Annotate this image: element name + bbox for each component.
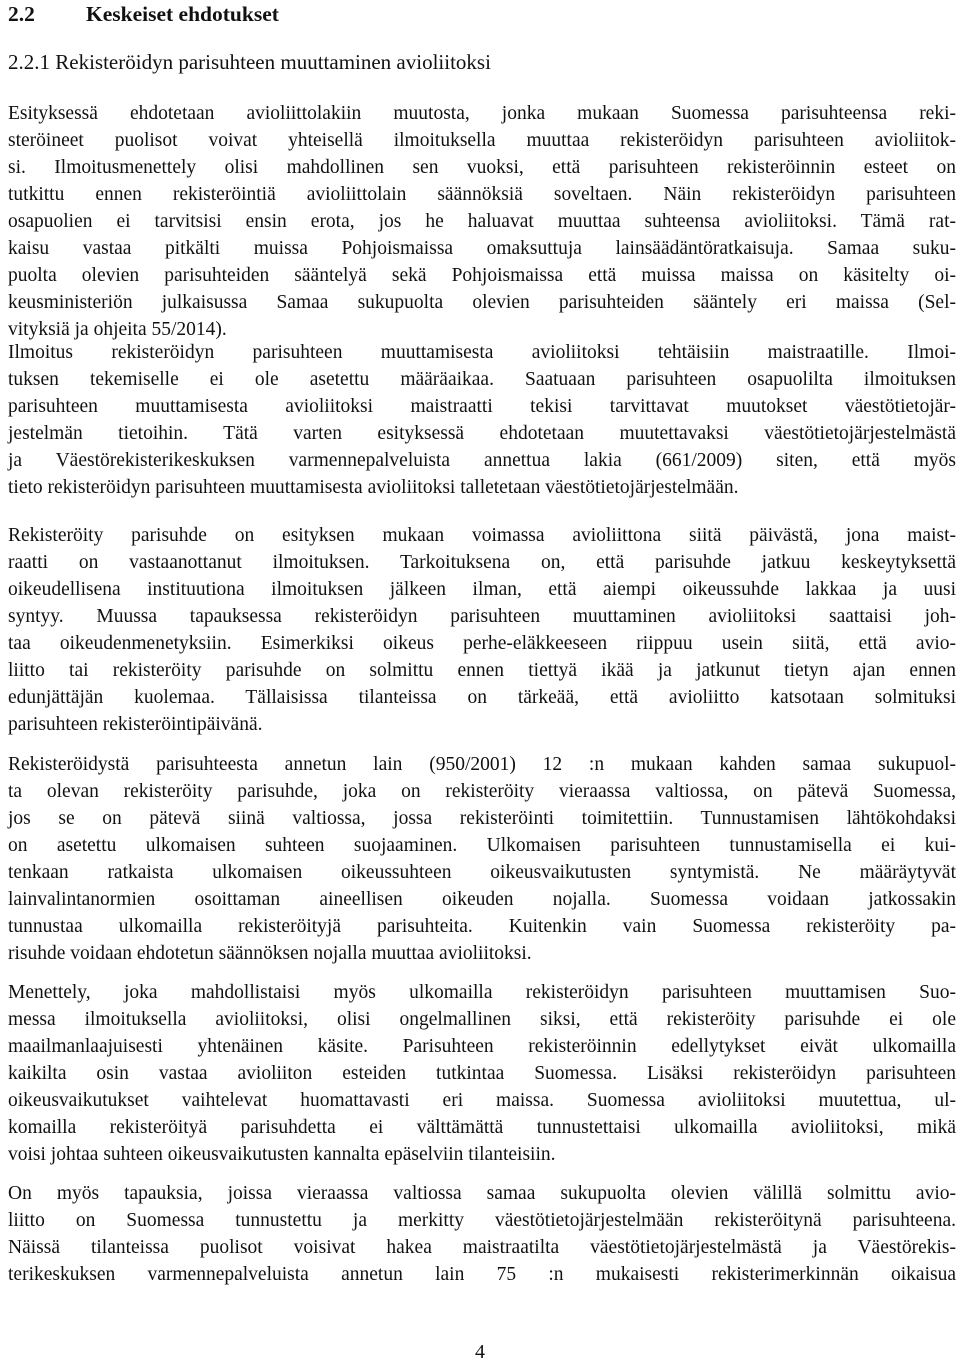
text-line: vityksiä ja ohjeita 55/2014).: [8, 319, 227, 340]
text-line: liitto tai rekisteröity parisuhde on solmittu ennen tiettyä ikää ja jatkunut tietyn ajan ennen: [8, 660, 956, 681]
text-line: tunnustaa ulkomailla rekisteröityjä parisuhteita. Kuitenkin vain Suomessa rekisteröity pa-: [8, 916, 956, 937]
text-line: komailla rekisteröityä parisuhdetta ei välttämättä tunnustettaisi ulkomailla avioliitoksi, mikä: [8, 1117, 956, 1138]
paragraph-2: [8, 339, 956, 501]
text-line: ta olevan rekisteröity parisuhde, joka on rekisteröity vieraassa valtiossa, on pätevä Suomessa,: [8, 781, 956, 802]
text-line: terikeskuksen varmennepalveluista annetun lain 75 :n mukaisesti rekisterimerkinnän oikaisua: [8, 1264, 956, 1285]
text-line: parisuhteen muuttamisesta avioliitoksi maistraatti tekisi tarvittavat muutokset väestötietojär-: [8, 396, 956, 417]
text-line: taa oikeudenmenetyksiin. Esimerkiksi oikeus perhe-eläkkeeseen riippuu usein siitä, että avio-: [8, 633, 956, 654]
text-line: Esityksessä ehdotetaan avioliittolakiin muutosta, jonka mukaan Suomessa parisuhteensa reki-: [8, 103, 956, 124]
text-line: jestelmän tietoihin. Tätä varten esityksessä ehdotetaan muutettavaksi väestötietojärjestelmästä: [8, 423, 956, 444]
text-line: tutkittu ennen rekisteröintiä avioliittolain säännöksiä soveltaen. Näin rekisteröidyn parisuhteen: [8, 184, 956, 205]
text-line: syntyy. Muussa tapauksessa rekisteröidyn parisuhteen muuttaminen avioliitoksi saattaisi joh-: [8, 606, 956, 627]
text-line: tuksen tekemiselle ei ole asetettu määräaikaa. Saatuaan parisuhteen osapuolilta ilmoituksen: [8, 369, 956, 390]
text-line: Rekisteröity parisuhde on esityksen mukaan voimassa avioliittona siitä päivästä, jona maist-: [8, 525, 956, 546]
text-line: tieto rekisteröidyn parisuhteen muuttamisesta avioliitoksi talletetaan väestötietojärjestelmään.: [8, 477, 739, 498]
text-line: raatti on vastaanottanut ilmoituksen. Tarkoituksena on, että parisuhde jatkuu keskeytyksettä: [8, 552, 956, 573]
text-line: Menettely, joka mahdollistaisi myös ulkomailla rekisteröidyn parisuhteen muuttamisen Suo-: [8, 982, 956, 1003]
page-number: 4: [475, 1341, 485, 1363]
text-line: liitto on Suomessa tunnustettu ja merkitty väestötietojärjestelmään rekisteröitynä parisuhteena.: [8, 1210, 956, 1231]
text-line: ja Väestörekisterikeskuksen varmennepalveluista annettua lakia (661/2009) siten, että myös: [8, 450, 956, 471]
text-line: Rekisteröidystä parisuhteesta annetun lain (950/2001) 12 :n mukaan kahden samaa sukupuol-: [8, 754, 956, 775]
paragraph-5: [8, 979, 956, 1168]
text-line: messa ilmoituksella avioliitoksi, olisi ongelmallinen siksi, että rekisteröity parisuhde ei ole: [8, 1009, 956, 1030]
text-line: on asetettu ulkomaisen suhteen suojaaminen. Ulkomaisen parisuhteen tunnustamisella ei kui-: [8, 835, 956, 856]
text-line: osapuolien ei tarvitsisi ensin erota, jos he haluavat muuttaa suhteensa avioliitoksi. Tämä rat-: [8, 211, 956, 232]
text-line: lainvalintanormien osoittaman aineellisen oikeuden nojalla. Suomessa voidaan jatkossakin: [8, 889, 956, 910]
text-line: puolta olevien parisuhteiden sääntelyä sekä Pohjoismaissa että muissa maissa on käsitelty oi-: [8, 265, 956, 286]
paragraph-4: [8, 751, 956, 967]
text-line: Näissä tilanteissa puolisot voisivat hakea maistraatilta väestötietojärjestelmästä ja Väestörekis-: [8, 1237, 956, 1258]
text-line: keusministeriön julkaisussa Samaa sukupuolta olevien parisuhteiden sääntely eri maissa (Sel-: [8, 292, 956, 313]
paragraph-1: [8, 100, 956, 343]
section-heading: [8, 0, 279, 28]
text-line: parisuhteen rekisteröintipäivänä.: [8, 714, 263, 735]
text-line: kaikilta osin vastaa avioliiton esteiden tutkintaa Suomessa. Lisäksi rekisteröidyn parisuhteen: [8, 1063, 956, 1084]
section-number: 2.2: [8, 2, 35, 26]
text-line: kaisu vastaa pitkälti muissa Pohjoismaissa omaksuttuja lainsäädäntöratkaisuja. Samaa suku-: [8, 238, 956, 259]
text-line: risuhde voidaan ehdotetun säännöksen nojalla muuttaa avioliitoksi.: [8, 943, 532, 964]
text-line: maailmanlaajuisesti yhtenäinen käsite. Parisuhteen rekisteröinnin edellytykset eivät ulkomailla: [8, 1036, 956, 1057]
text-line: tenkaan ratkaista ulkomaisen oikeussuhteen oikeusvaikutusten syntymistä. Ne määräytyvät: [8, 862, 956, 883]
text-line: voisi johtaa suhteen oikeusvaikutusten kannalta epäselviin tilanteisiin.: [8, 1144, 556, 1165]
text-line: oikeudellisena instituutiona ilmoituksen jälkeen ilman, että aiempi oikeussuhde lakkaa ja uusi: [8, 579, 956, 600]
subsection-heading: 2.2.1 Rekisteröidyn parisuhteen muuttaminen avioliitoksi: [8, 50, 491, 74]
text-line: On myös tapauksia, joissa vieraassa valtiossa samaa sukupuolta olevien välillä solmittu avio-: [8, 1183, 956, 1204]
text-line: steröineet puolisot voivat yhteisellä ilmoituksella muuttaa rekisteröidyn parisuhteen avioliitok-: [8, 130, 956, 151]
text-line: Ilmoitus rekisteröidyn parisuhteen muuttamisesta avioliitoksi tehtäisiin maistraatille. Ilmoi-: [8, 342, 956, 363]
text-line: edunjättäjän kuolemaa. Tällaisissa tilanteissa on tärkeää, että avioliitto katsotaan solmituksi: [8, 687, 956, 708]
paragraph-3: [8, 522, 956, 738]
text-line: jos se on pätevä siinä valtiossa, jossa rekisteröinti toimitettiin. Tunnustamisen lähtökohdaksi: [8, 808, 956, 829]
text-line: oikeusvaikutukset vaihtelevat huomattavasti eri maissa. Suomessa avioliitoksi muutettua, ul-: [8, 1090, 956, 1111]
text-line: si. Ilmoitusmenettely olisi mahdollinen sen vuoksi, että parisuhteen rekisteröinnin esteet on: [8, 157, 956, 178]
paragraph-6: [8, 1180, 956, 1288]
section-title: Keskeiset ehdotukset: [86, 2, 279, 26]
